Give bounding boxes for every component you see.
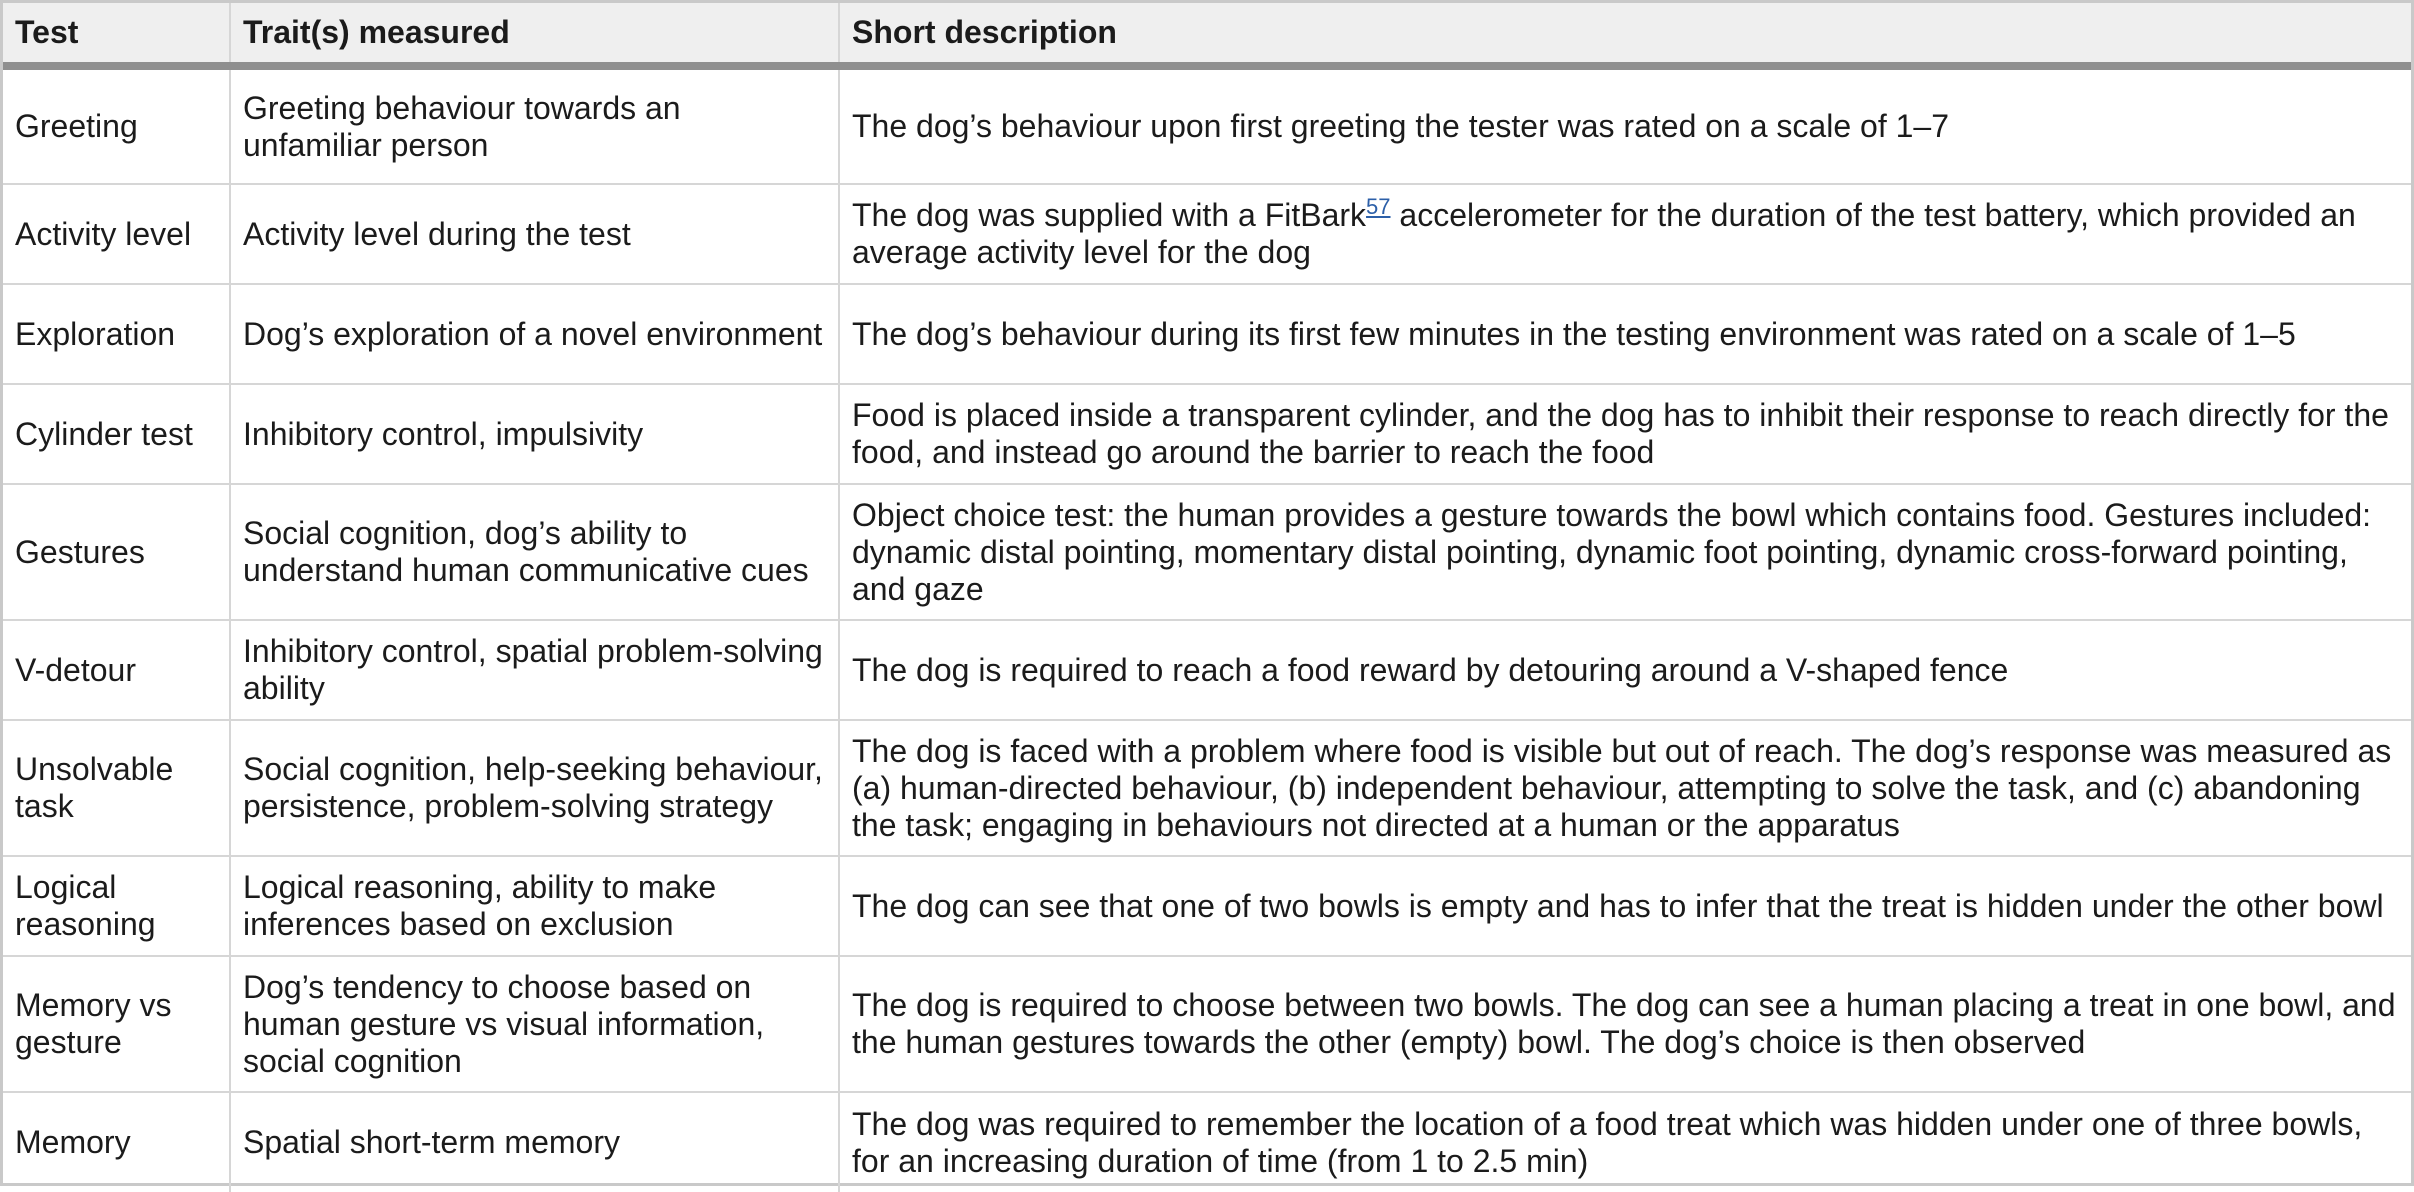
table-row [3, 856, 2411, 956]
cell-test: Activity level [3, 184, 230, 284]
description-text: The dog was supplied with a FitBark [852, 197, 1367, 233]
cell-trait: Dog’s exploration of a novel environment [230, 284, 839, 384]
cell-description: The dog’s behaviour during its first few minutes in the testing environment was rated on a scale of 1–5 [839, 284, 2411, 384]
cell-description: The dog can see that one of two bowls is empty and has to infer that the treat is hidden under the other bowl [839, 856, 2411, 956]
cell-test: Logical reasoning [3, 856, 230, 956]
table-row [3, 484, 2411, 620]
cell-trait: Logical reasoning, ability to make inferences based on exclusion [230, 856, 839, 956]
cell-description: The dog is required to choose between two bowls. The dog can see a human placing a treat in one bowl, and the human gestures towards the other (empty) bowl. The dog’s choice is then observed [839, 956, 2411, 1092]
header-test: Test [3, 3, 230, 66]
header-description: Short description [839, 3, 2411, 66]
cell-trait: Spatial short-term memory [230, 1092, 839, 1192]
cell-test: Memory vs gesture [3, 956, 230, 1092]
cell-description: The dog was required to remember the location of a food treat which was hidden under one of three bowls, for an increasing duration of time (from 1 to 2.5 min) [852, 1105, 2363, 1179]
cell-trait: Greeting behaviour towards an unfamiliar person [230, 66, 839, 184]
cell-description: The dog is required to reach a food reward by detouring around a V-shaped fence [839, 620, 2411, 720]
table-row [3, 384, 2411, 484]
table-body [3, 66, 2411, 1192]
cell-test: Greeting [3, 66, 230, 184]
header-traits: Trait(s) measured [230, 3, 839, 66]
cell-trait: Social cognition, help-seeking behaviour, persistence, problem-solving strategy [230, 720, 839, 856]
cell-test: Exploration [3, 284, 230, 384]
cell-test: Unsolvable task [3, 720, 230, 856]
table-row [3, 620, 2411, 720]
cell-description: Object choice test: the human provides a gesture towards the bowl which contains food. Gestures included: dynamic distal pointing, momentary distal pointing, dynamic foot pointing, dynamic cross-forward pointing, and gaze [839, 484, 2411, 620]
table-header [3, 3, 2411, 66]
cell-trait: Dog’s tendency to choose based on human gesture vs visual information, social cognition [230, 956, 839, 1092]
cell-trait: Inhibitory control, impulsivity [230, 384, 839, 484]
dog-tests-table [3, 3, 2411, 1192]
cell-test: Cylinder test [3, 384, 230, 484]
cell-description: The dog is faced with a problem where food is visible but out of reach. The dog’s response was measured as (a) human-directed behaviour, (b) independent behaviour, attempting to solve the task, and (c) abandoning the task; engaging in behaviours not directed at a human or the apparatus [839, 720, 2411, 856]
cell-test: Memory [3, 1092, 230, 1192]
reference-superscript [1366, 190, 1390, 220]
cell-test: V-detour [3, 620, 230, 720]
table-row [3, 956, 2411, 1092]
cell-description [839, 184, 2411, 284]
cell-trait: Social cognition, dog’s ability to understand human communicative cues [230, 484, 839, 620]
description-text: accelerometer for the duration of the test battery, which provided an average activity level for the dog [852, 197, 2356, 270]
cell-trait: Activity level during the test [230, 184, 839, 284]
table-row [3, 1092, 2411, 1192]
table-row [3, 720, 2411, 856]
table-row [3, 66, 2411, 184]
cell-trait: Inhibitory control, spatial problem-solving ability [230, 620, 839, 720]
table-row [3, 284, 2411, 384]
cell-test: Gestures [3, 484, 230, 620]
reference-link[interactable]: 57 [1366, 194, 1391, 220]
cell-description: Food is placed inside a transparent cylinder, and the dog has to inhibit their response to reach directly for the food, and instead go around the barrier to reach the food [839, 384, 2411, 484]
cell-description: The dog’s behaviour upon first greeting the tester was rated on a scale of 1–7 [839, 66, 2411, 184]
table-row [3, 184, 2411, 284]
header-row [3, 3, 2411, 66]
